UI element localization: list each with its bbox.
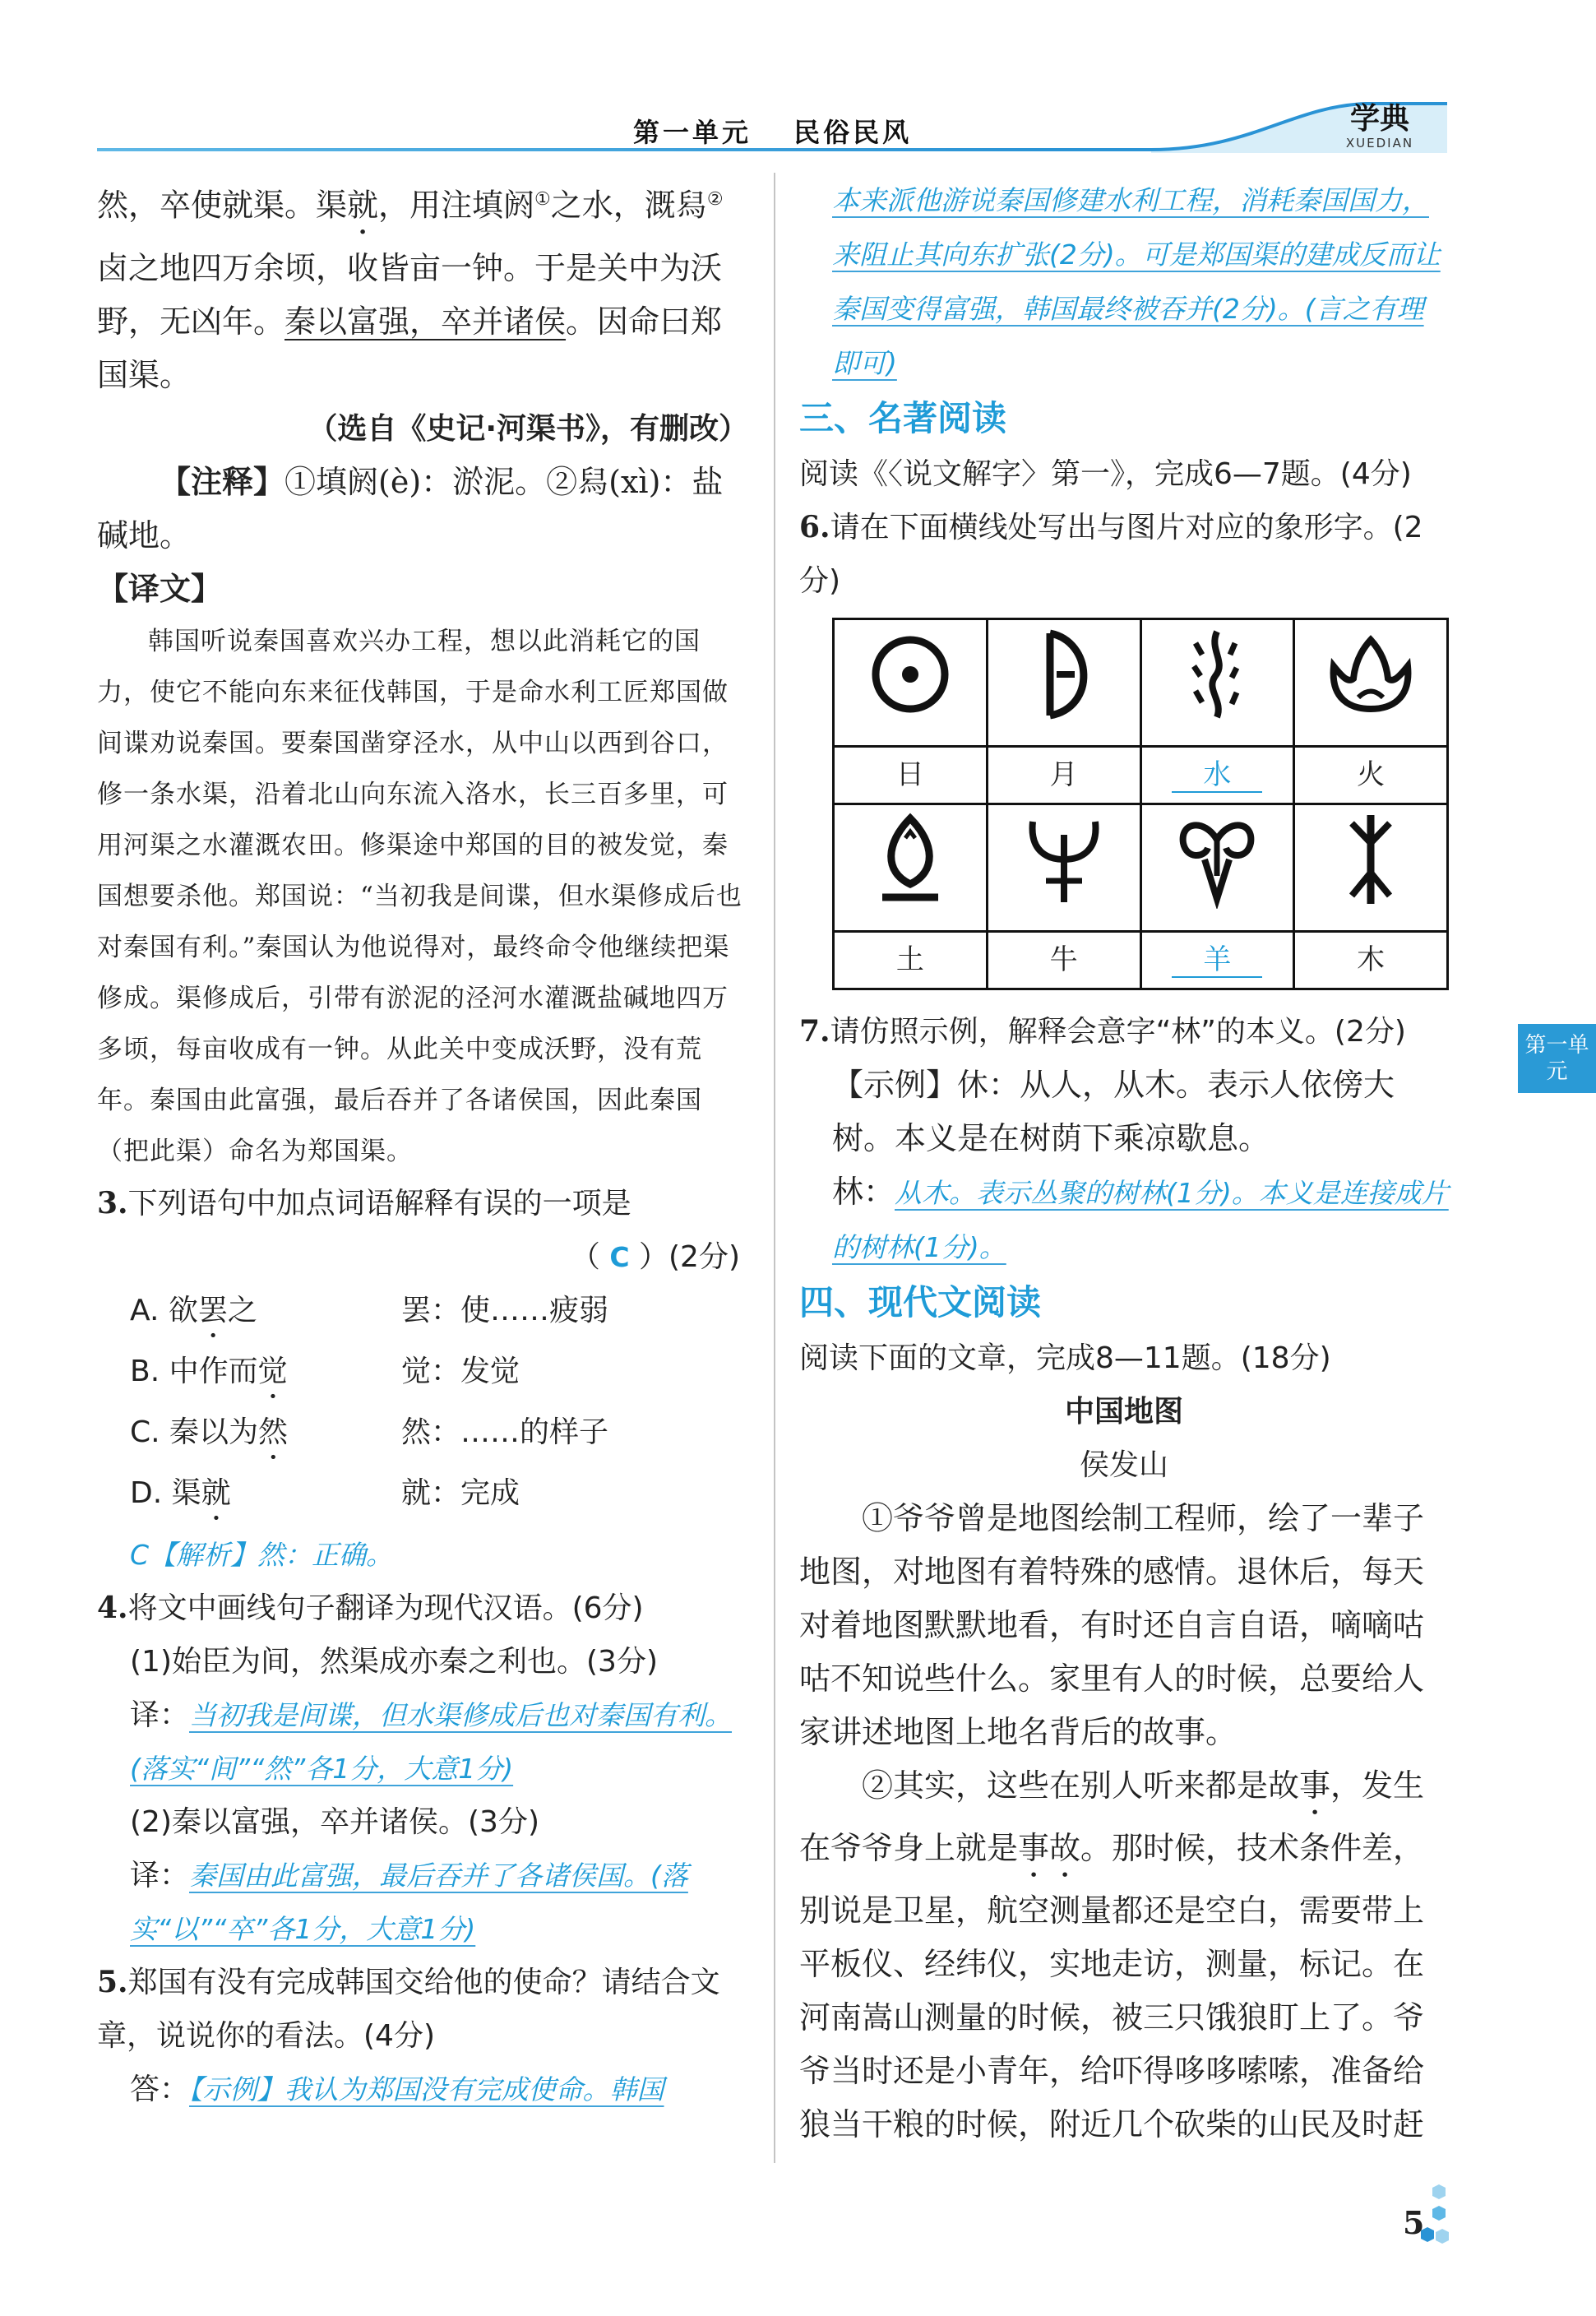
- right-column: [799, 173, 1449, 2152]
- pictograph-label: 月: [987, 747, 1140, 804]
- note-marker: ①: [534, 189, 551, 210]
- question-4: 4.将文中画线句子翻译为现代汉语。(6分): [97, 1590, 644, 1625]
- pictograph-fire-icon: [1294, 619, 1448, 747]
- question-7-example: 【示例】休：从人，从木。表示人依傍大树。本义是在树荫下乘凉歇息。: [832, 1067, 1395, 1156]
- article-paragraph-1: ①爷爷曾是地图绘制工程师，绘了一辈子地图，对地图有着特殊的感情。退休后，每天对着地图默默地看，有时还自言自语，嘀嘀咕咕不知说些什么。家里有人的时候，总要给人家讲述地图上地名背后的故事。: [799, 1500, 1425, 1750]
- article-author: 侯发山: [1079, 1448, 1168, 1482]
- question-3: 3.下列语句中加点词语解释有误的一项是: [97, 1185, 631, 1221]
- article-title: 中国地图: [1064, 1395, 1183, 1429]
- section-4-heading: 四、现代文阅读: [799, 1282, 1042, 1322]
- pictograph-answer-blank: 羊: [1140, 932, 1294, 989]
- pictograph-earth-icon: [834, 804, 988, 932]
- option-d: D. 渠就 就：完成: [130, 1475, 520, 1510]
- question-5-answer: 答：【示例】我认为郑国没有完成使命。韩国: [130, 2072, 664, 2106]
- question-5-answer-continued: 本来派他游说秦国修建水利工程，消耗秦国国力，来阻止其向东扩张(2分)。可是郑国渠的建成反而让秦国变得富强，韩国最终被吞并(2分)。(言之有理即可): [832, 184, 1441, 379]
- question-3-answer: C: [609, 1240, 630, 1273]
- question-7: 7.请仿照示例，解释会意字“林”的本义。(2分): [799, 1014, 1406, 1049]
- notes: 【注释】①填阏(è)：淤泥。②舄(xì)：盐碱地。: [97, 463, 724, 554]
- brand-subtitle: XUEDIAN: [1345, 136, 1414, 151]
- pictograph-ox-icon: [987, 804, 1140, 932]
- pictograph-water-icon: [1140, 619, 1294, 747]
- question-5: 5.郑国有没有完成韩国交给他的使命？请结合文章，说说你的看法。(4分): [97, 1964, 720, 2053]
- pictograph-sheep-icon: [1140, 804, 1294, 932]
- section-4-intro: 阅读下面的文章，完成8—11题。(18分): [799, 1341, 1331, 1375]
- column-divider: [774, 173, 775, 2163]
- pictograph-moon-icon: [987, 619, 1140, 747]
- unit-title: 第一单元 民俗民风: [633, 117, 913, 148]
- pictograph-answer-blank: 水: [1140, 747, 1294, 804]
- question-6: 6.请在下面横线处写出与图片对应的象形字。(2分): [799, 510, 1423, 598]
- pictograph-label: 日: [834, 747, 988, 804]
- brand-name: 学典: [1349, 102, 1409, 136]
- pictograph-tree-icon: [1294, 804, 1448, 932]
- question-7-answer: 林：从木。表示丛聚的树林(1分)。本义是连接成片的树林(1分)。: [832, 1174, 1449, 1263]
- translation-text: 韩国听说秦国喜欢兴办工程，想以此消耗它的国力，使它不能向东来征伐韩国，于是命水利工匠郑国做间谍劝说秦国。要秦国凿穿泾水，从中山以西到谷口，修一条水渠，沿着北山向东流入洛水，长三百多里，可用河渠之水灌溉农田。修渠途中郑国的目的被发觉，秦国想要杀他。郑国说：“当初我是间谍，但水渠修成后也对秦国有利。”秦国认为他说得对，最终命令他继续把渠修成。渠修成后，引带有淤泥的泾河水灌溉盐碱地四万多顷，每亩收成有一钟。从此关中变成沃野，没有荒年。秦国由此富强，最后吞并了各诸侯国，因此秦国（把此渠）命名为郑国渠。: [97, 626, 742, 1166]
- option-c: C. 秦以为然 然：……的样子: [130, 1415, 609, 1449]
- option-a: A. 欲罢之 罢：使……疲弱: [130, 1293, 609, 1327]
- question-4-2-answer: 译：秦国由此富强，最后吞并了各诸侯国。(落实“以”“卒”各1分，大意1分): [130, 1858, 688, 1945]
- pictograph-sun-icon: [834, 619, 988, 747]
- left-column: [97, 173, 748, 2116]
- underlined-sentence: 秦以富强，卒并诸侯: [285, 303, 567, 340]
- note-marker: ②: [706, 189, 724, 210]
- pictograph-label: 木: [1294, 932, 1448, 989]
- dotted-word: 就: [347, 187, 379, 224]
- section-3-heading: 三、名著阅读: [799, 398, 1007, 438]
- brand-logo: [1314, 103, 1446, 152]
- source-citation: （选自《史记·河渠书》，有删改）: [308, 411, 748, 446]
- unit-side-tab: 第一单元: [1518, 1024, 1596, 1093]
- pictograph-label: 火: [1294, 747, 1448, 804]
- section-3-intro: 阅读《〈说文解字〉第一》，完成6—7题。(4分): [799, 457, 1412, 491]
- article-paragraph-2: ②其实，这些在别人听来都是故事，发生在爷爷身上就是事故。那时候，技术条件差，别说是卫星，航空测量都还是空白，需要带上平板仪、经纬仪，实地走访，测量，标记。在河南嵩山测量的时候，被三只饿狼盯上了。爷爷当时还是小青年，给吓得哆哆嗦嗦，准备给狼当干粮的时候，附近几个砍柴的山民及时赶: [799, 1767, 1425, 2142]
- question-4-1: (1)始臣为间，然渠成亦秦之利也。(3分): [130, 1644, 658, 1679]
- passage-paragraph: 然，卒使就渠。渠就，用注填阏①之水，溉舄②卤之地四万余顷，收皆亩一钟。于是关中为沃野，无凶年。秦以富强，卒并诸侯。因命曰郑国渠。: [97, 187, 724, 393]
- option-b: B. 中作而觉 觉：发觉: [130, 1354, 520, 1388]
- pictograph-table: [832, 618, 1449, 990]
- page-number: 5: [1403, 2204, 1425, 2241]
- question-3-analysis: C【解析】然：正确。: [130, 1538, 394, 1571]
- question-3-answer-slot: （ C ）(2分): [570, 1239, 740, 1274]
- pictograph-label: 牛: [987, 932, 1140, 989]
- pictograph-label: 土: [834, 932, 988, 989]
- question-4-2: (2)秦以富强，卒并诸侯。(3分): [130, 1804, 539, 1839]
- translation-heading: 【译文】: [97, 570, 223, 607]
- question-4-1-answer: 译：当初我是间谍，但水渠修成后也对秦国有利。(落实“间”“然”各1分，大意1分): [130, 1698, 733, 1785]
